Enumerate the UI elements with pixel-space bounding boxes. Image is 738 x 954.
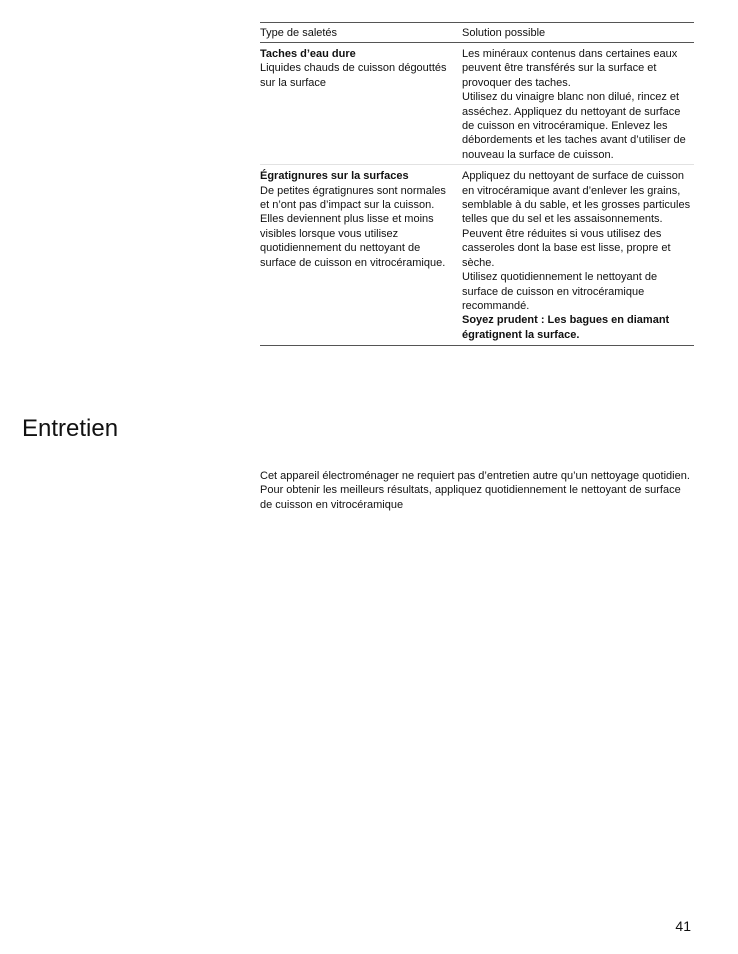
solution-paragraph: Les minéraux contenus dans certaines eaux peuvent être transférés sur la surface et provoquer des taches. — [462, 48, 678, 89]
solution-paragraph: Appliquez du nettoyant de surface de cuisson en vitrocéramique avant d’enlever les grains, semblable à du sable, et les grosses particules telles que du sel et les assaisonnements. Peuvent être réduites si vous utilisez des casseroles dont la base est lisse, propre et sèche. — [462, 170, 691, 269]
column-header-soil-type: Type de saletés — [260, 23, 462, 43]
warning-text: Soyez prudent : Les bagues en diamant égratignent la surface. — [462, 314, 670, 341]
problem-title: Égratignures sur la surfaces — [260, 170, 409, 183]
cleaning-table — [260, 22, 694, 346]
section-intro: Cet appareil électroménager ne requiert pas d’entretien autre qu’un nettoyage quotidien. Pour obtenir les meilleurs résultats, appliquez quotidiennement le nettoyant de surface de cuisson en vitrocéramique — [260, 470, 690, 511]
column-header-solution: Solution possible — [462, 23, 694, 43]
problem-description: De petites égratignures sont normales et n’ont pas d’impact sur la cuisson. Elles deviennent plus lisse et moins visibles lorsque vous utilisez quotidiennement du nettoyant de surface de cuisson en vitrocéramique. — [260, 184, 446, 269]
table-row — [260, 165, 694, 346]
problem-cell — [260, 43, 462, 165]
table-header-row — [260, 23, 694, 43]
solution-cell — [462, 165, 694, 346]
section-title: Entretien — [22, 415, 119, 442]
solution-paragraph: Utilisez quotidiennement le nettoyant de surface de cuisson en vitrocéramique recommandé. — [462, 271, 658, 312]
solution-cell — [462, 43, 694, 165]
table-row — [260, 43, 694, 165]
solution-paragraph: Utilisez du vinaigre blanc non dilué, rincez et asséchez. Appliquez du nettoyant de surface de cuisson en vitrocéramique. Enlevez les débordements et les taches avant d’utiliser de nouveau la surface de cuisson. — [462, 91, 686, 161]
page-number: 41 — [675, 918, 691, 934]
problem-description: Liquides chauds de cuisson dégouttés sur la surface — [260, 62, 447, 89]
problem-cell — [260, 165, 462, 346]
problem-title: Taches d’eau dure — [260, 48, 356, 60]
